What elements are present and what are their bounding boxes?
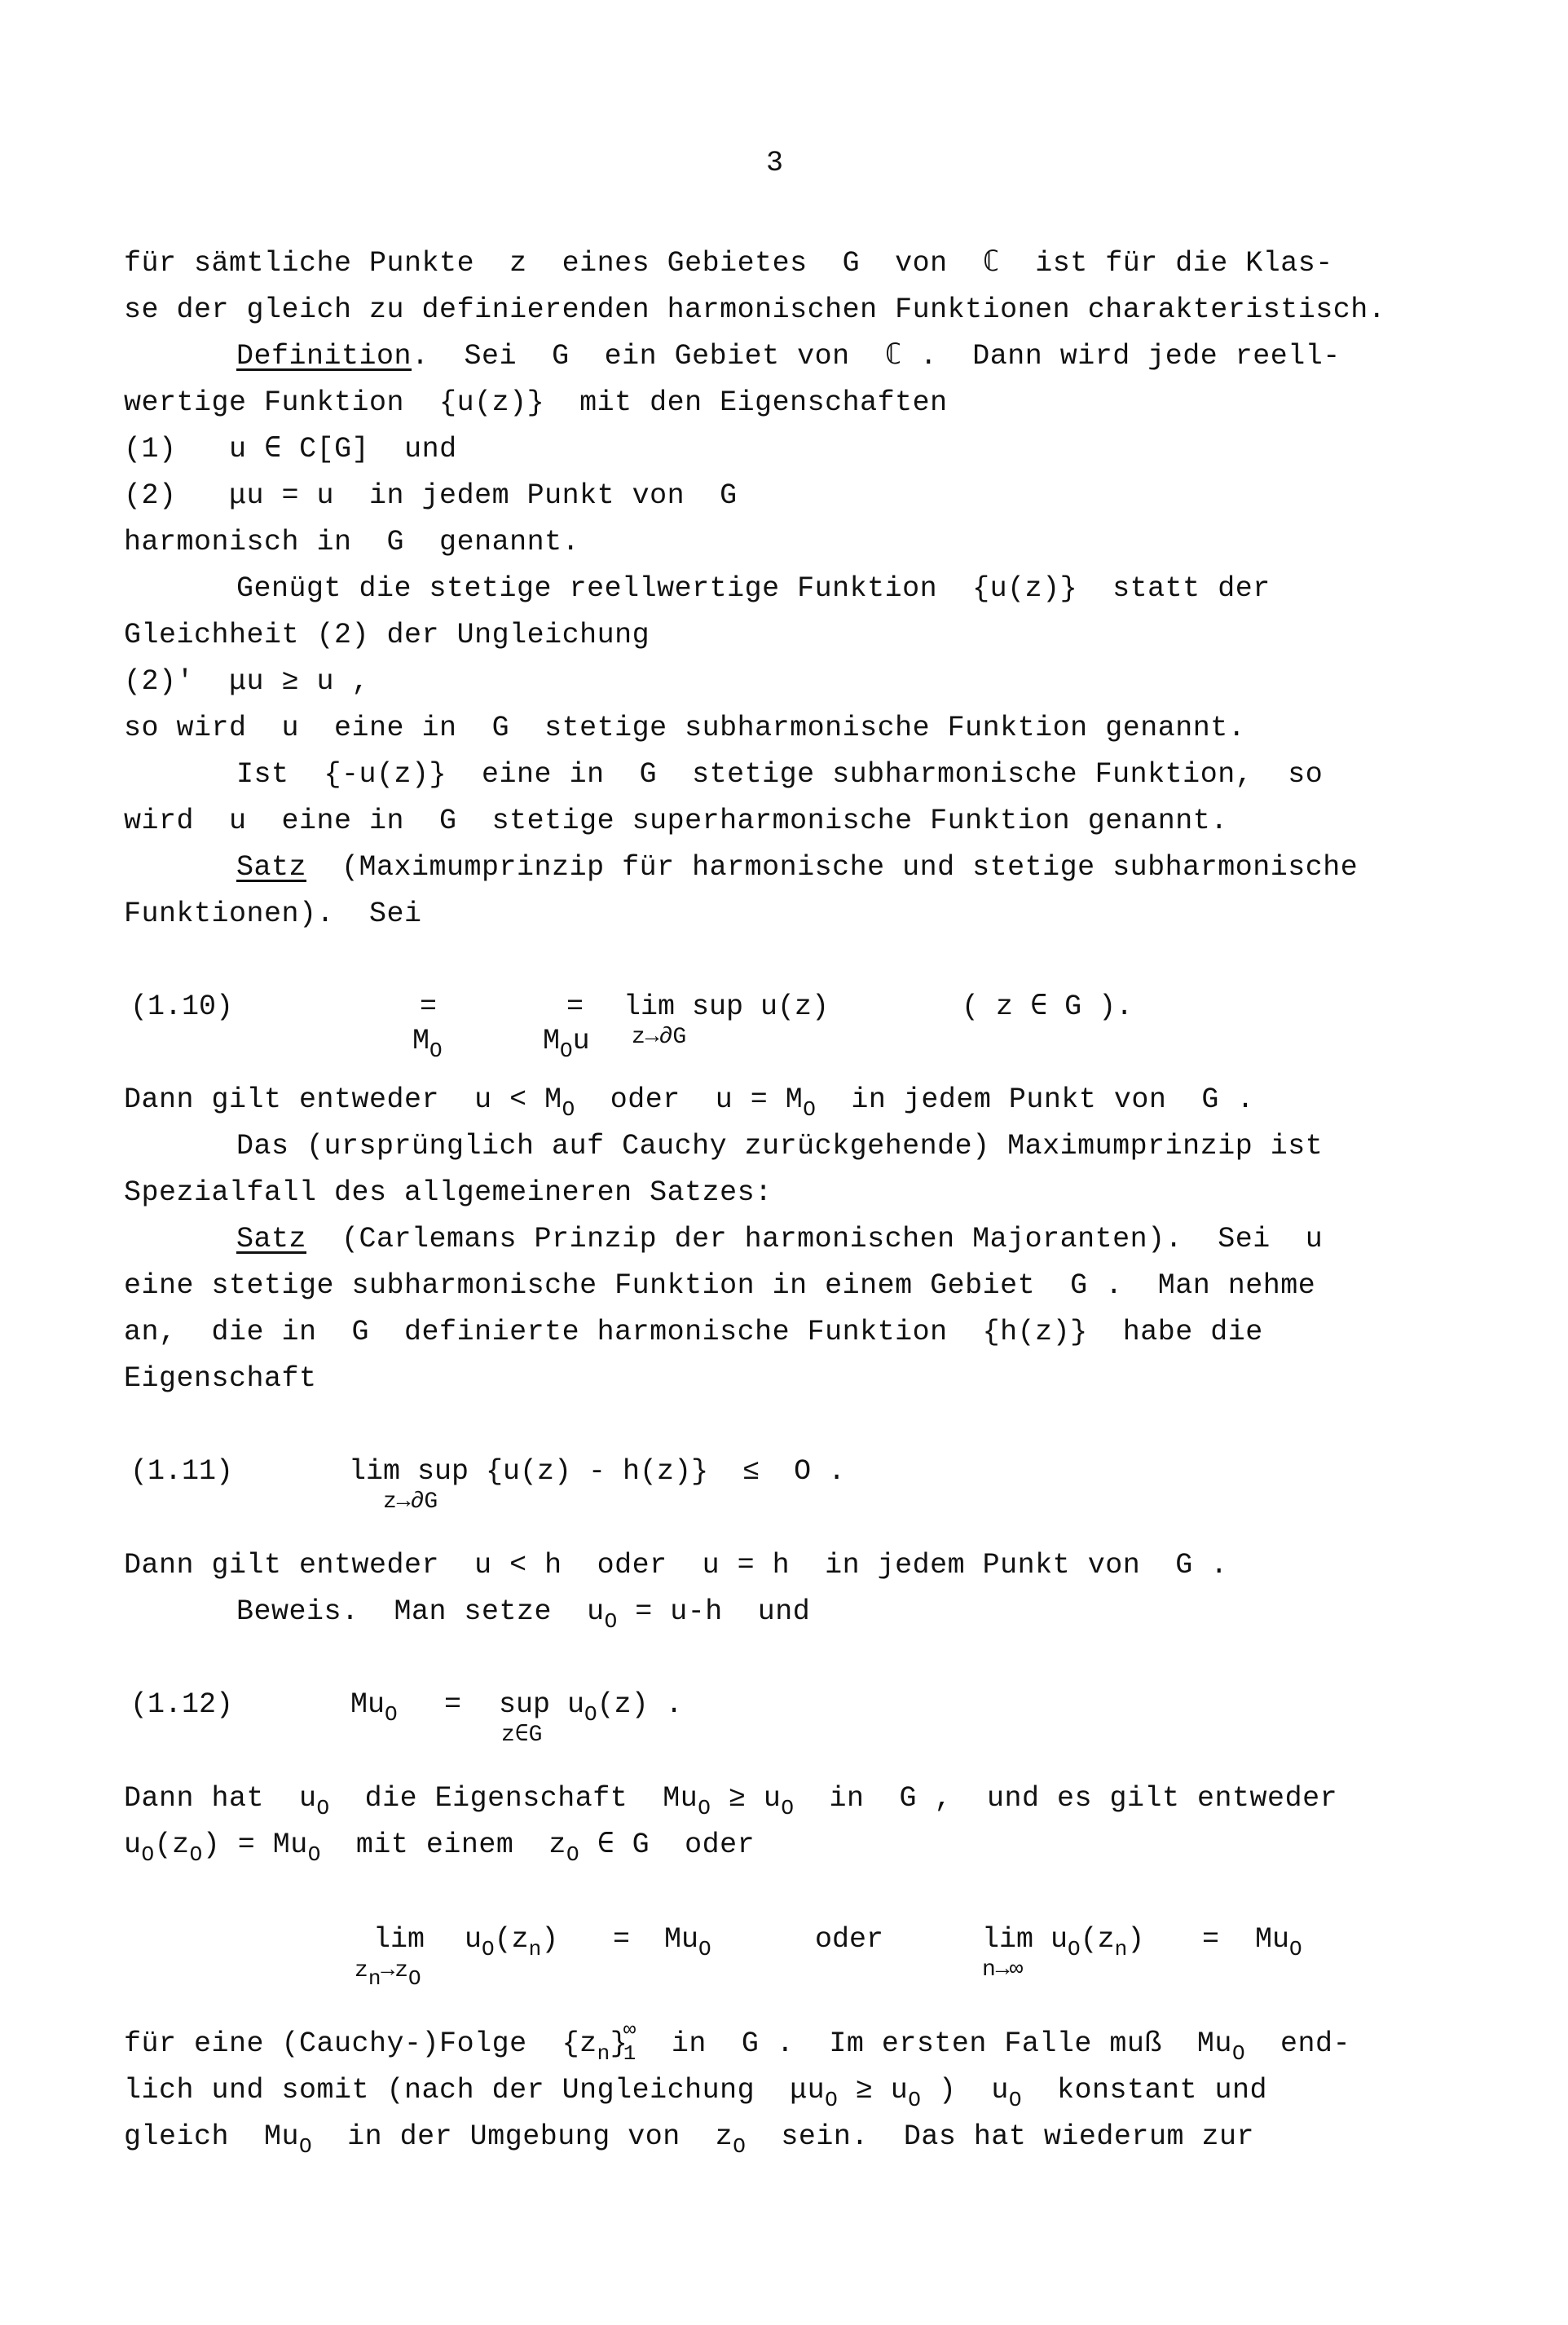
text-line: harmonisch in G genannt. — [124, 526, 580, 558]
text-line: so wird u eine in G stetige subharmonische Funktion genannt. — [124, 712, 1246, 744]
eq-subscript: O — [316, 1796, 330, 1820]
text-fragment: ∈ G oder — [579, 1829, 755, 1861]
eq-subscript: O — [482, 1937, 495, 1961]
text-line: Dann gilt entweder u < h oder u = h in jedem Punkt von G . — [124, 1549, 1228, 1582]
eq-subscript: O — [1231, 2041, 1246, 2066]
eq-subscript: O — [1289, 1937, 1302, 1961]
eq-subscript: O — [781, 1796, 795, 1820]
text-line: an, die in G definierte harmonische Funktion {h(z)} habe die — [124, 1316, 1263, 1348]
text-fragment: lich und somit (nach der Ungleichung μu — [124, 2074, 826, 2107]
text-fragment: u — [124, 1829, 142, 1861]
equation-1-11: lim sup {u(z) - h(z)} ≤ O . — [349, 1455, 846, 1488]
eq-lim-1-subscript — [355, 1958, 421, 1991]
text-fragment: Beweis. Man setze u — [236, 1595, 605, 1628]
text-line: für sämtliche Punkte z eines Gebietes G von ℂ ist für die Klas- — [124, 247, 1333, 280]
equation-1-12 — [350, 1688, 398, 1727]
eq-limit-subscript: z→∂G — [632, 1025, 687, 1050]
text-line: (2) μu = u in jedem Punkt von G — [124, 479, 738, 512]
definition-label: Definition — [236, 340, 412, 373]
eq-superscript: ∞ — [623, 2018, 636, 2042]
eq-subscript: O — [803, 1097, 817, 1122]
eq-subscript: O — [604, 1609, 618, 1634]
theorem-line — [236, 1222, 1323, 1256]
eq-lim-2-subscript: n→∞ — [982, 1957, 1024, 1983]
text-line: Gleichheit (2) der Ungleichung — [124, 619, 650, 651]
eq-subscript: O — [1068, 1937, 1081, 1961]
text-line — [124, 1828, 755, 1867]
eq-oder: oder — [815, 1923, 884, 1956]
text-fragment: (z — [154, 1829, 190, 1861]
eq-symbol: z — [355, 1958, 368, 1983]
eq-subscript: n — [597, 2041, 610, 2066]
eq-subscript: O — [698, 1937, 711, 1961]
eq-sup-subscript: z∈G — [501, 1723, 543, 1748]
theorem-label: Satz — [236, 1223, 307, 1255]
equation-number: (1.12) — [130, 1688, 234, 1721]
text-fragment: ≥ u — [838, 2074, 909, 2107]
eq-equals: = — [613, 1923, 631, 1956]
text-fragment: in G . Im ersten Falle muß Mu — [636, 2027, 1232, 2060]
eq-symbol: M — [543, 1025, 561, 1057]
eq-symbol: (z — [494, 1923, 529, 1956]
text-fragment: Dann gilt entweder u < M — [124, 1083, 562, 1116]
eq-symbol: u — [465, 1923, 482, 1956]
eq-lim-1: lim — [373, 1923, 425, 1956]
text-line — [124, 1083, 1254, 1122]
text-fragment: sein. Das hat wiederum zur — [746, 2120, 1254, 2153]
eq-subscript: O — [698, 1796, 711, 1820]
text-fragment: ) = Mu — [202, 1829, 308, 1861]
text-fragment: end- — [1245, 2027, 1351, 2060]
eq-subscript: O — [408, 1966, 421, 1991]
eq-subscript: O — [825, 2088, 839, 2112]
eq-subscript: n — [1114, 1937, 1128, 1961]
text-fragment: Dann hat u — [124, 1782, 317, 1815]
eq-subscript: O — [733, 2134, 747, 2159]
eq-symbol: M — [412, 1025, 430, 1057]
text-fragment: in der Umgebung von z — [312, 2120, 733, 2153]
text-line — [124, 1781, 1338, 1820]
text-line: Ist {-u(z)} eine in G stetige subharmonische Funktion, so — [236, 758, 1324, 791]
eq-subscript: O — [566, 1842, 580, 1867]
equation-number: (1.11) — [130, 1455, 234, 1488]
text-line: Funktionen). Sei — [124, 898, 422, 930]
eq-subscript: O — [429, 1039, 443, 1063]
eq-symbol: Mu — [350, 1688, 385, 1721]
equation-number: (1.10) — [130, 990, 234, 1023]
eq-symbol: sup u — [499, 1688, 585, 1721]
eq-subscript: O — [307, 1842, 321, 1867]
eq-subscript: O — [1008, 2088, 1023, 2112]
text-line: se der gleich zu definierenden harmonischen Funktionen charakteristisch. — [124, 293, 1386, 326]
text-line: Eigenschaft — [124, 1362, 317, 1395]
text-fragment: konstant und — [1022, 2074, 1268, 2107]
text-line: Spezialfall des allgemeineren Satzes: — [124, 1176, 773, 1209]
eq-equals: = — [566, 990, 584, 1023]
eq-equals: = — [1202, 1923, 1220, 1956]
eq-lim-2 — [982, 1922, 1145, 1961]
eq-mu-term — [1255, 1922, 1302, 1961]
text-fragment: = u-h und — [617, 1595, 811, 1628]
eq-subscript: n — [368, 1966, 381, 1991]
eq-symbol: (z — [1080, 1923, 1115, 1956]
text-fragment: ) u — [921, 2074, 1009, 2107]
eq-limsup: lim sup u(z) — [623, 990, 830, 1023]
eq-condition: ( z ∈ G ). — [962, 990, 1134, 1023]
text-line: Das (ursprünglich auf Cauchy zurückgehende) Maximumprinzip ist — [236, 1130, 1324, 1162]
text-fragment: in G , und es gilt entweder — [794, 1782, 1338, 1815]
theorem-line — [236, 850, 1358, 885]
eq-symbol: Mu — [1255, 1923, 1290, 1956]
text-line — [124, 2073, 1268, 2112]
text-line: für eine (Cauchy-)Folge $\{z_n\}$ ∞ $_1$ in G . Im ersten Falle muß $Mu_O$ end- — [124, 2027, 1350, 2062]
eq-symbol: lim u — [982, 1923, 1068, 1956]
theorem-label: Satz — [236, 851, 307, 884]
eq-symbol: Mu — [664, 1923, 699, 1956]
text-line: eine stetige subharmonische Funktion in einem Gebiet G . Man nehme — [124, 1269, 1316, 1302]
eq-mu-term — [664, 1922, 711, 1961]
text-line: (2)' μu ≥ u , — [124, 665, 370, 698]
eq-equals: = — [444, 1688, 462, 1721]
text-line — [124, 2120, 1254, 2159]
eq-symbol: (z) . — [597, 1688, 683, 1721]
text-fragment: (Carlemans Prinzip der harmonischen Majoranten). Sei u — [306, 1223, 1324, 1255]
eq-symbol: u — [572, 1025, 590, 1057]
eq-subscript: O — [141, 1842, 155, 1867]
text-line: (1) u ∈ C[G] und — [124, 433, 457, 465]
eq-subscript: O — [299, 2134, 313, 2159]
eq-subscript: n — [528, 1937, 542, 1961]
text-fragment: in jedem Punkt von G . — [816, 1083, 1254, 1116]
eq-sup — [499, 1688, 683, 1727]
text-line: wird u eine in G stetige superharmonische Funktion genannt. — [124, 805, 1228, 837]
eq-subscript: 1 — [623, 2041, 636, 2066]
text-fragment: (Maximumprinzip für harmonische und stetige subharmonische — [306, 851, 1359, 884]
eq-symbol: →z — [381, 1958, 409, 1983]
text-fragment: mit einem z — [320, 1829, 566, 1861]
eq-subscript: O — [562, 1097, 575, 1122]
definition-line — [236, 339, 1341, 373]
eq-subscript: O — [908, 2088, 922, 2112]
eq-subscript: O — [560, 1039, 573, 1063]
eq-subscript: O — [385, 1702, 398, 1727]
eq-subscript: O — [584, 1702, 597, 1727]
eq-subscript: O — [189, 1842, 203, 1867]
page-number: 3 — [766, 147, 784, 179]
eq-symbol: ) — [541, 1923, 559, 1956]
eq-limit-subscript: z→∂G — [383, 1489, 438, 1515]
eq-symbol: ) — [1127, 1923, 1145, 1956]
text-fragment: ≥ u — [711, 1782, 782, 1815]
eq-u-term — [465, 1922, 559, 1961]
text-line: Genügt die stetige reellwertige Funktion {u(z)} statt der — [236, 572, 1271, 605]
text-fragment: die Eigenschaft Mu — [329, 1782, 698, 1815]
text-line: wertige Funktion {u(z)} mit den Eigenschaften — [124, 386, 948, 419]
text-fragment: oder u = M — [575, 1083, 804, 1116]
proof-line — [236, 1595, 811, 1634]
eq-equals: = — [420, 990, 438, 1023]
text-fragment: gleich Mu — [124, 2120, 300, 2153]
text-fragment: für eine (Cauchy-)Folge {z — [124, 2027, 597, 2060]
text-fragment: . Sei G ein Gebiet von ℂ . Dann wird jede reell- — [412, 340, 1341, 373]
